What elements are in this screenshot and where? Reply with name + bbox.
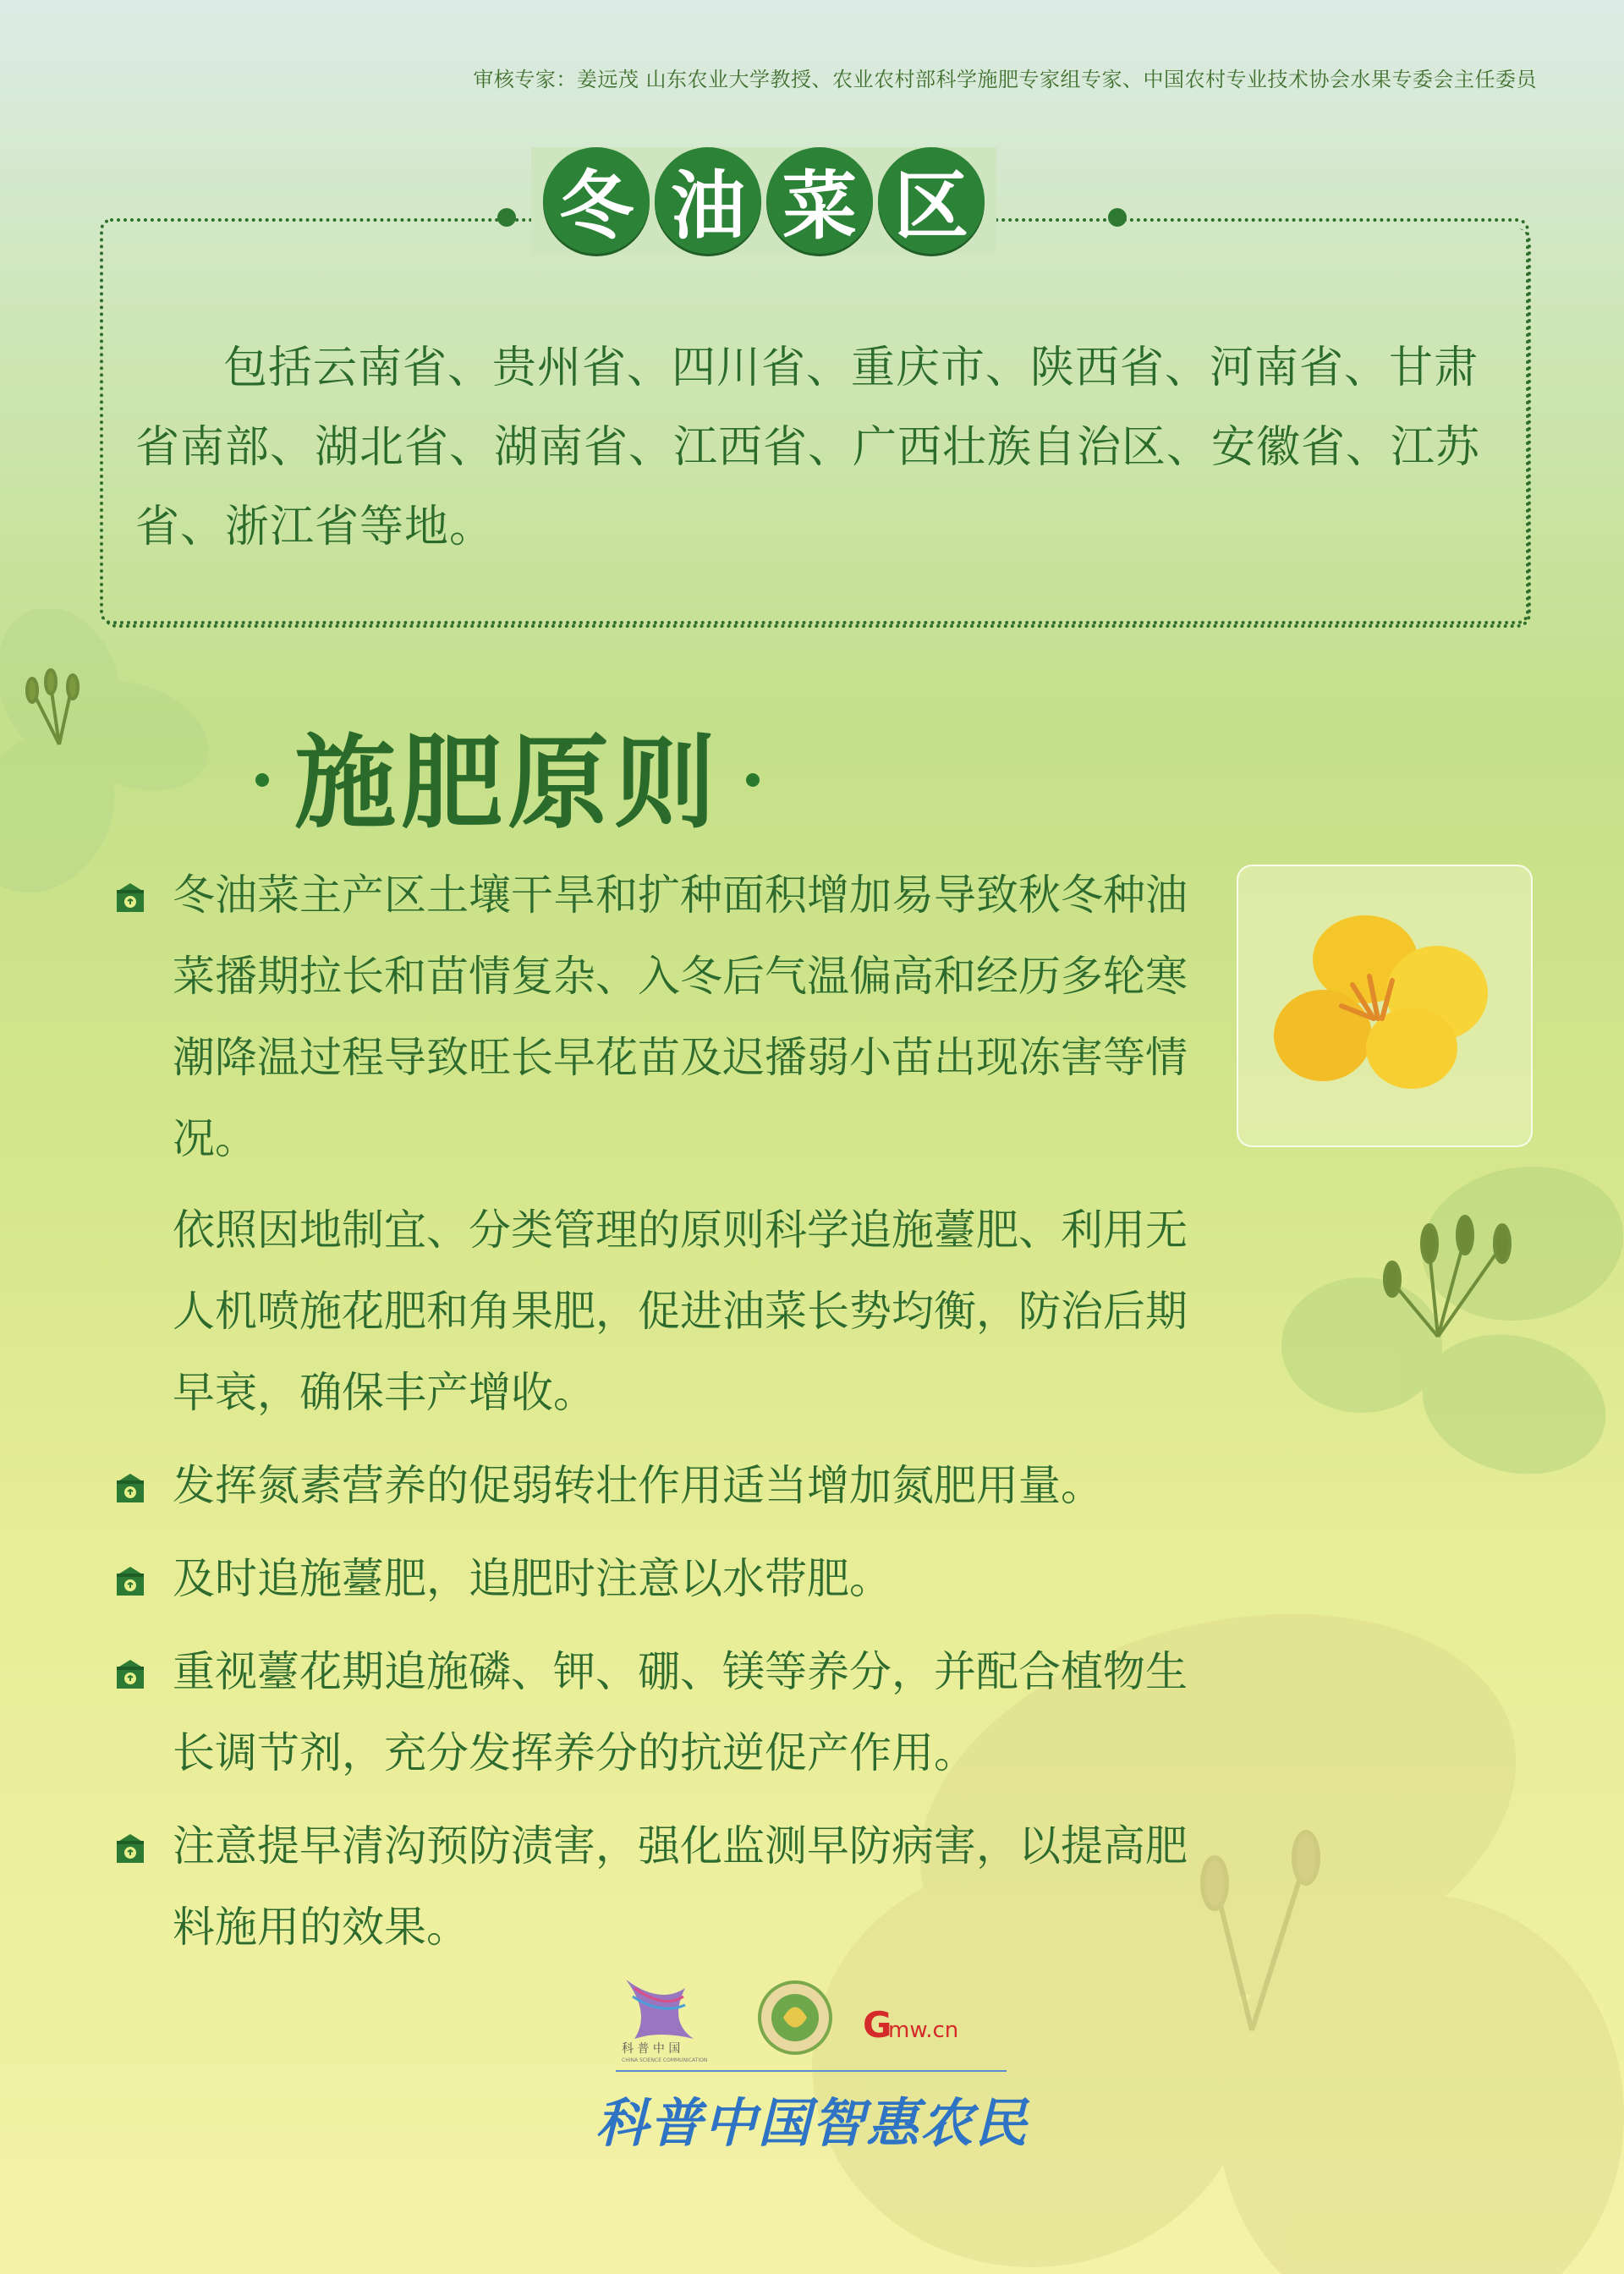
list-item (110, 854, 1210, 1179)
region-title-char: 区 (878, 147, 985, 254)
slogan: 科普中国智惠农民 (595, 2092, 1029, 2154)
partner-logos (609, 1971, 1015, 2064)
flower-illustration-box (1237, 865, 1533, 1147)
title-dot-right (1108, 208, 1127, 227)
list-item-paragraph: 依照因地制宜、分类管理的原则科学追施薹肥、利用无人机喷施花肥和角果肥，促进油菜长势均衡，防治后期早衰，确保丰产增收。 (173, 1206, 1188, 1417)
logo3-text: mw.cn (888, 2018, 959, 2043)
region-title (531, 147, 996, 254)
svg-text:G: G (863, 2004, 892, 2046)
logo1-subtext: CHINA SCIENCE COMMUNICATION (622, 2057, 708, 2063)
seed-bag-icon (110, 1467, 151, 1508)
seed-bag-icon (110, 1560, 151, 1601)
heading-dot-right (746, 773, 760, 787)
list-item (110, 1538, 1210, 1619)
footer-logos (609, 1971, 1015, 2064)
seed-bag-icon (110, 876, 151, 917)
reviewer-credit: 审核专家：姜远茂 山东农业大学教授、农业农村部科学施肥专家组专家、中国农村专业技术协会水果专委会主任委员 (473, 68, 1537, 91)
seed-bag-icon (110, 1827, 151, 1868)
list-item (110, 1445, 1210, 1526)
background-flower-right (1269, 1151, 1624, 1489)
principles-heading (0, 702, 1015, 848)
list-item (110, 1805, 1210, 1968)
principles-title: 施肥原则 (294, 725, 721, 843)
region-title-char: 菜 (766, 147, 873, 254)
slogan-divider (616, 2070, 1007, 2072)
heading-dot-left (255, 773, 269, 787)
list-item-text: 注意提早清沟预防渍害，强化监测早防病害，以提高肥料施用的效果。 (173, 1821, 1188, 1952)
list-item-text: 及时追施薹肥，追肥时注意以水带肥。 (173, 1554, 892, 1603)
list-item (110, 1631, 1210, 1793)
kepu-china-logo (622, 1980, 707, 2063)
principles-list (110, 854, 1210, 1968)
region-title-char: 冬 (543, 147, 650, 254)
list-item-text: 重视薹花期追施磷、钾、硼、镁等养分，并配合植物生长调节剂，充分发挥养分的抗逆促产作用。 (173, 1647, 1188, 1777)
list-item-text: 发挥氮素营养的促弱转壮作用适当增加氮肥用量。 (173, 1461, 1103, 1510)
region-description: 包括云南省、贵州省、四川省、重庆市、陕西省、河南省、甘肃省南部、湖北省、湖南省、江西省、广西壮族自治区、安徽省、江苏省、浙江省等地。 (135, 343, 1481, 552)
title-dot-left (497, 208, 516, 227)
logo1-text: 科 普 中 国 (622, 2042, 681, 2056)
list-item-text: 冬油菜主产区土壤干旱和扩种面积增加易导致秋冬种油菜播期拉长和苗情复杂、入冬后气温偏高和经历多轮寒潮降温过程导致旺长早花苗及迟播弱小苗出现冻害等情况。 (173, 871, 1188, 1163)
rapeseed-flower-icon (1238, 866, 1531, 1145)
region-title-char: 油 (655, 147, 761, 254)
emblem-logo (760, 1982, 831, 2053)
gmw-logo (863, 2004, 958, 2046)
seed-bag-icon (110, 1653, 151, 1694)
